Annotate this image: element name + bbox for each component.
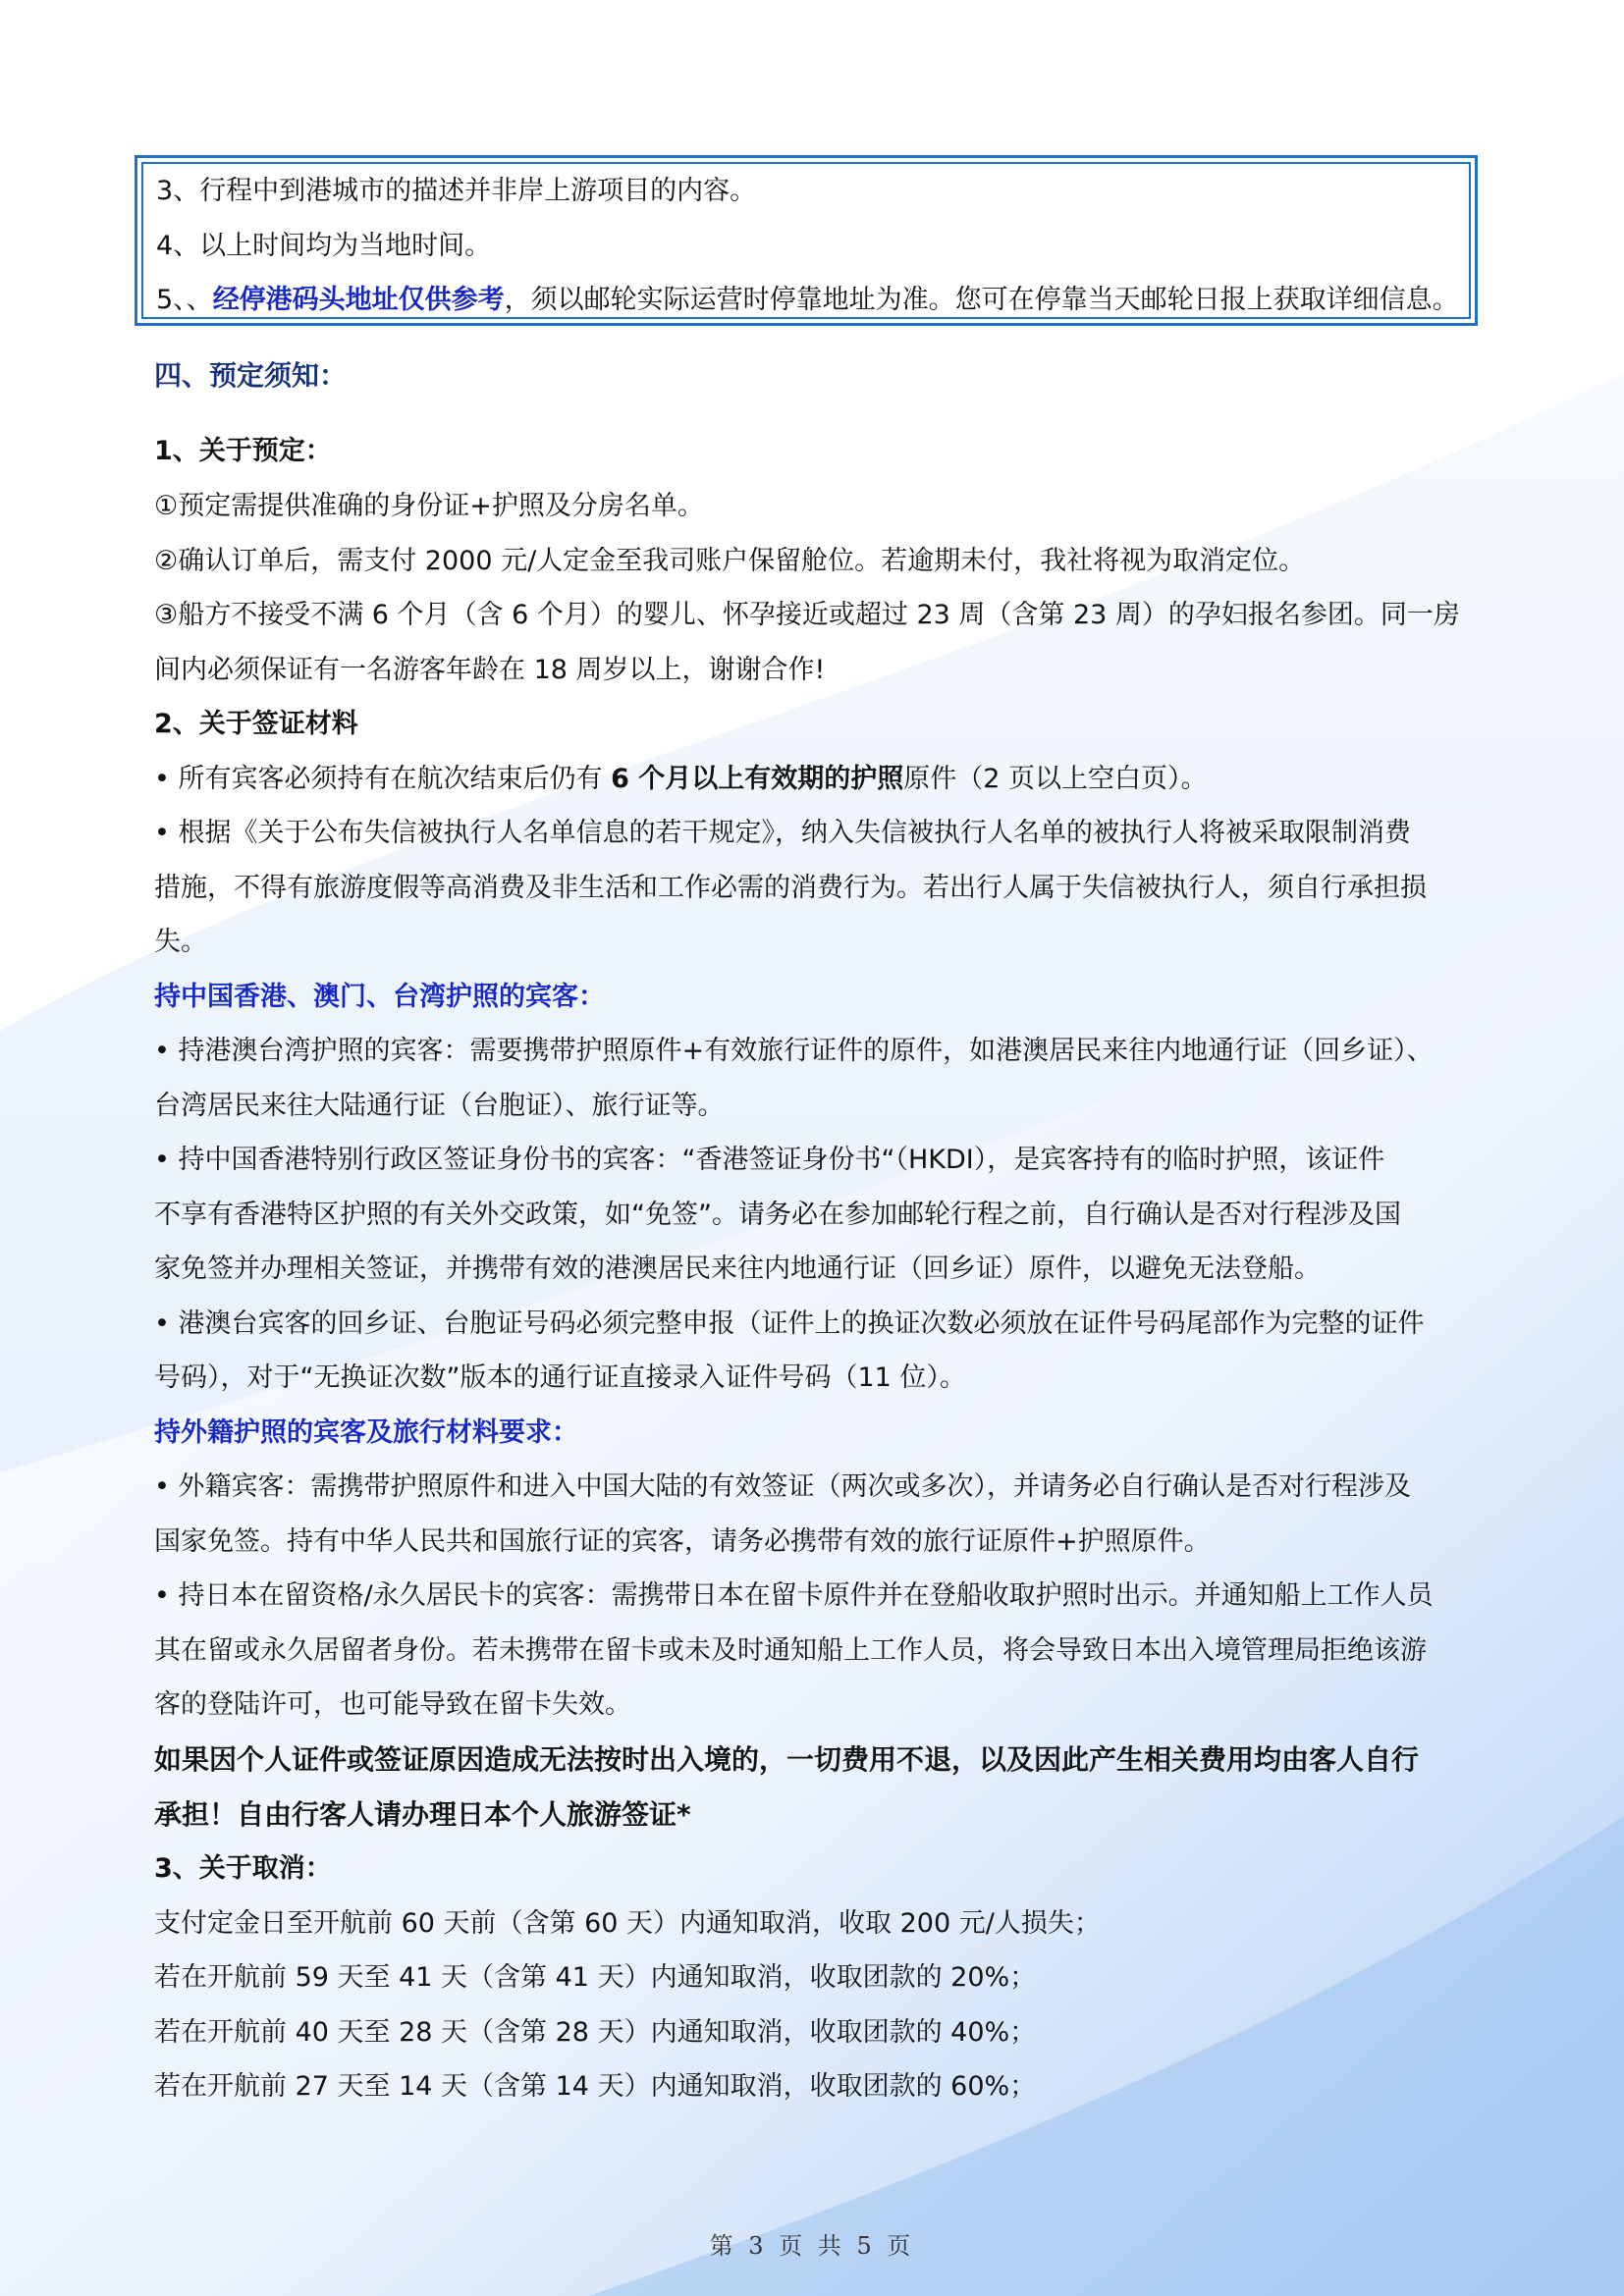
booking-heading: 1、关于预定： [154,436,332,466]
hkmt-item-3-line-2: 号码），对于“无换证次数”版本的通行证直接录入证件号码（11 位）。 [154,1362,966,1393]
booking-item-3-line-2: 间内必须保证有一名游客年龄在 18 周岁以上，谢谢合作! [154,655,826,685]
hkmt-item-2-line-1: • 持中国香港特别行政区签证身份书的宾客：“香港签证身份书“（HKDI），是宾客持有的临时护照，该证件 [154,1145,1385,1175]
booking-item-1: ①预定需提供准确的身份证+护照及分房名单。 [154,491,704,521]
foreign-heading: 持外籍护照的宾客及旅行材料要求： [154,1417,578,1448]
hkmt-item-2-line-2: 不享有香港特区护照的有关外交政策，如“免签”。请务必在参加邮轮行程之前，自行确认是否对行程涉及国 [154,1200,1401,1230]
visa-credit-line-3: 失。 [154,927,207,957]
cancel-rule-4: 若在开航前 27 天至 14 天（含第 14 天）内通知取消，收取团款的 60%； [154,2071,1037,2102]
notice-line-5-prefix: 5、、 [156,285,213,315]
foreign-item-1-line-1: • 外籍宾客：需携带护照原件和进入中国大陆的有效签证（两次或多次），并请务必自行确认是否对行程涉及 [154,1471,1412,1502]
visa-passport-prefix: • 所有宾客必须持有在航次结束后仍有 [154,764,612,794]
notice-line-5 [156,281,1459,320]
section-title: 四、预定须知： [154,359,348,392]
foreign-item-2-line-1: • 持日本在留资格/永久居民卡的宾客：需携带日本在留卡原件并在登船收取护照时出示。并通知船上工作人员 [154,1580,1434,1611]
hkmt-item-2-line-3: 家免签并办理相关签证，并携带有效的港澳居民来往内地通行证（回乡证）原件，以避免无法登船。 [154,1254,1321,1284]
foreign-item-2-line-3: 客的登陆许可，也可能导致在留卡失效。 [154,1689,631,1720]
notice-box [135,155,1478,326]
cancel-rule-1: 支付定金日至开航前 60 天前（含第 60 天）内通知取消，收取 200 元/人损失； [154,1908,1101,1939]
visa-credit-line-2: 措施，不得有旅游度假等高消费及非生活和工作必需的消费行为。若出行人属于失信被执行人，须自行承担损 [154,873,1427,903]
visa-passport-requirement [154,760,1208,799]
cancel-rule-3: 若在开航前 40 天至 28 天（含第 28 天）内通知取消，收取团款的 40%； [154,2017,1037,2048]
page-number: 第 3 页 共 5 页 [709,2232,915,2260]
visa-passport-suffix: 原件（2 页以上空白页）。 [903,764,1208,794]
notice-line-5-highlight: 经停港码头地址仅供参考 [212,285,505,315]
hkmt-item-3-line-1: • 港澳台宾客的回乡证、台胞证号码必须完整申报（证件上的换证次数必须放在证件号码尾部作为完整的证件 [154,1308,1425,1339]
warning-line-2: 承担！自由行客人请办理日本个人旅游签证* [154,1798,691,1831]
booking-item-3-line-1: ③船方不接受不满 6 个月（含 6 个月）的婴儿、怀孕接近或超过 23 周（含第 23 周）的孕妇报名参团。同一房 [154,600,1460,630]
notice-line-3: 3、行程中到港城市的描述并非岸上游项目的内容。 [156,176,757,206]
visa-heading: 2、关于签证材料 [154,709,358,739]
hkmt-item-1-line-2: 台湾居民来往大陆通行证（台胞证）、旅行证等。 [154,1091,725,1121]
booking-item-2: ②确认订单后，需支付 2000 元/人定金至我司账户保留舱位。若逾期未付，我社将视为取消定位。 [154,546,1306,576]
hkmt-item-1-line-1: • 持港澳台湾护照的宾客：需要携带护照原件+有效旅行证件的原件，如港澳居民来往内地通行证（回乡证）、 [154,1036,1434,1066]
cancel-heading: 3、关于取消： [154,1853,332,1884]
visa-passport-bold: 6 个月以上有效期的护照 [611,764,904,794]
hkmt-heading: 持中国香港、澳门、台湾护照的宾客： [154,982,605,1012]
notice-line-4: 4、以上时间均为当地时间。 [156,231,492,261]
foreign-item-2-line-2: 其在留或永久居留者身份。若未携带在留卡或未及时通知船上工作人员，将会导致日本出入境管理局拒绝该游 [154,1635,1427,1666]
visa-credit-line-1: • 根据《关于公布失信被执行人名单信息的若干规定》，纳入失信被执行人名单的被执行人将被采取限制消费 [154,818,1412,848]
cancel-rule-2: 若在开航前 59 天至 41 天（含第 41 天）内通知取消，收取团款的 20%； [154,1962,1037,1993]
warning-line-1: 如果因个人证件或签证原因造成无法按时出入境的，一切费用不退，以及因此产生相关费用均由客人自行 [154,1743,1420,1776]
foreign-item-1-line-2: 国家免签。持有中华人民共和国旅行证的宾客，请务必携带有效的旅行证原件+护照原件。 [154,1526,1211,1557]
notice-line-5-rest: ，须以邮轮实际运营时停靠地址为准。您可在停靠当天邮轮日报上获取详细信息。 [504,285,1459,315]
